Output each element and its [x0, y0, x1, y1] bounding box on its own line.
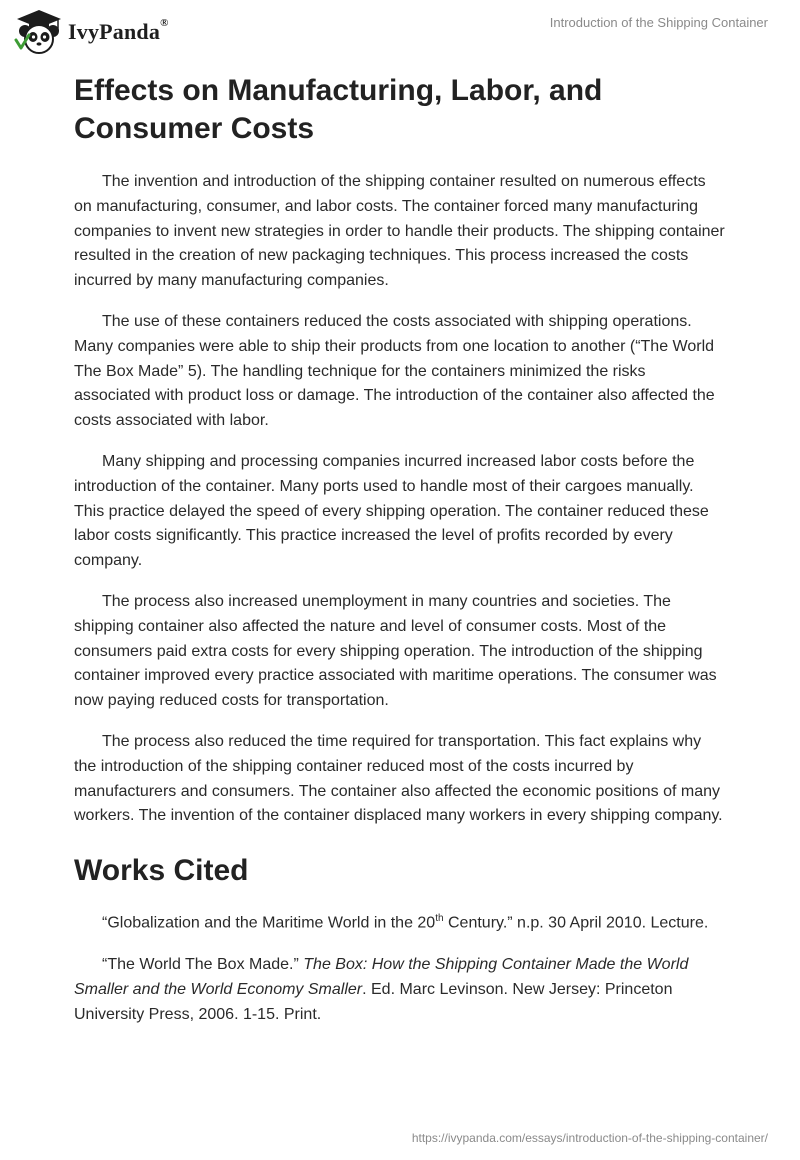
- page-header: [0, 0, 800, 64]
- article-body: [74, 72, 726, 1045]
- registered-mark: ®: [160, 17, 169, 29]
- section-title: Effects on Manufacturing, Labor, and Consumer Costs: [74, 74, 603, 145]
- paragraph: The use of these containers reduced the costs associated with shipping operations. Many companies were able to ship their products from one location to another (“The World The Box Made” 5). The handling technique for the containers minimized the risks associated with product loss or damage. The introduction of the container also affected the costs associated with labor.: [74, 312, 715, 430]
- paragraph: Many shipping and processing companies incurred increased labor costs before the introduction of the container. Many ports used to handle most of their cargoes manually. This practice delayed the speed of every shipping operation. The container reduced these labor costs significantly. This practice increased the level of profits recorded by every company.: [74, 452, 709, 570]
- paragraph: The process also reduced the time required for transportation. This fact explains why the introduction of the shipping container reduced most of the costs incurred by manufacturers and consumers. The container also affected the economic positions of many workers. The invention of the container displaced many workers in every shipping company.: [74, 732, 723, 825]
- citation-entry: “The World The Box Made.” The Box: How the Shipping Container Made the World Smaller and the World Economy Smaller. Ed. Marc Levinson. New Jersey: Princeton University Press, 2006. 1-15. Print.: [74, 956, 689, 1023]
- source-url-link[interactable]: https://ivypanda.com/essays/introduction-of-the-shipping-container/: [411, 1131, 768, 1145]
- ivypanda-logo[interactable]: [14, 7, 169, 57]
- paragraph: The process also increased unemployment in many countries and societies. The shipping container also affected the nature and level of consumer costs. Most of the consumers paid extra costs for every shipping operation. The introduction of the shipping container improved every practice associated with maritime operations. The consumer was now paying reduced costs for transportation.: [74, 592, 717, 710]
- citation-entry: “Globalization and the Maritime World in the 20th Century.” n.p. 30 April 2010. Lecture.: [102, 913, 709, 932]
- brand-name: IvyPanda®: [68, 17, 169, 44]
- panda-graduate-icon: [14, 7, 64, 57]
- running-title: Introduction of the Shipping Container: [549, 15, 768, 30]
- works-cited-title: Works Cited: [74, 854, 249, 888]
- paragraph: The invention and introduction of the shipping container resulted on numerous effects on manufacturing, consumer, and labor costs. The container forced many manufacturing companies to invent new strategies in order to handle their products. The shipping container resulted in the creation of new packaging techniques. This process increased the costs incurred by many manufacturing companies.: [74, 173, 725, 290]
- book-title: The Box: How the Shipping Container Made the World Smaller and the World Economy Smaller: [74, 956, 689, 999]
